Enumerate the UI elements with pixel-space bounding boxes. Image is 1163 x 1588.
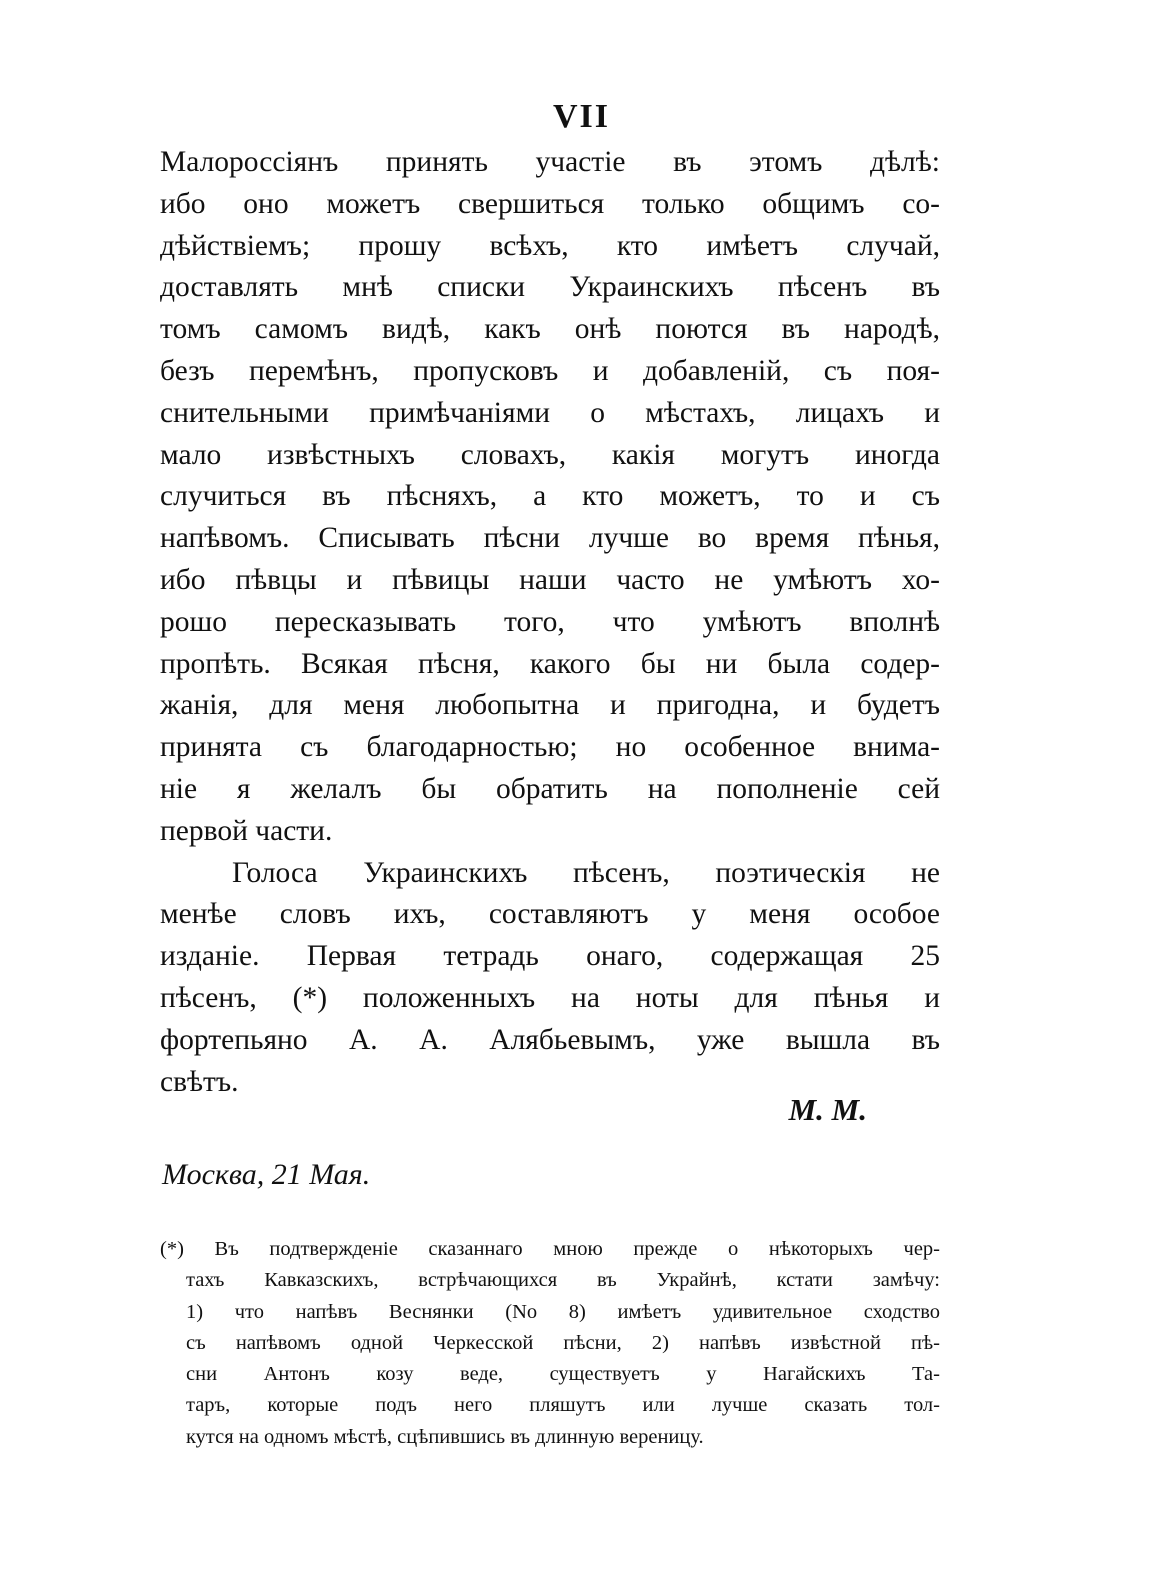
body-line: напѣвомъ. Списывать пѣсни лучше во время пѣнья, — [160, 522, 940, 555]
body-line: пѣсенъ, (*) положенныхъ на ноты для пѣнья и — [160, 981, 940, 1014]
body-line: дѣйствіемъ; прошу всѣхъ, кто имѣетъ случай, — [160, 229, 940, 262]
body-line: ибо пѣвцы и пѣвицы наши часто не умѣютъ хо- — [160, 563, 940, 596]
body-line: первой части. — [160, 814, 333, 847]
body-line: менѣе словъ ихъ, составляютъ у меня особое — [160, 898, 940, 931]
body-line: доставлять мнѣ списки Украинскихъ пѣсенъ въ — [160, 271, 940, 304]
body-line: фортепьяно А. А. Алябьевымъ, уже вышла въ — [160, 1023, 940, 1056]
body-line: безъ перемѣнъ, пропусковъ и добавленій, съ поя- — [160, 354, 940, 387]
body-line: принята съ благодарностью; но особенное внима- — [160, 731, 940, 764]
dateline: Москва, 21 Мая. — [162, 1158, 371, 1191]
body-text — [160, 142, 940, 1103]
body-line: ніе я желалъ бы обратить на пополненіе сей — [160, 772, 940, 805]
footnote-line: тахъ Кавказскихъ, встрѣчающихся въ Украйнѣ, кстати замѣчу: — [186, 1269, 940, 1292]
body-line: Малороссіянъ принять участіе въ этомъ дѣлѣ: — [160, 146, 940, 178]
footnote-line: съ напѣвомъ одной Черкесской пѣсни, 2) напѣвъ извѣстной пѣ- — [186, 1331, 940, 1354]
signature: М. М. — [788, 1092, 867, 1127]
footnote-line: 1) что напѣвъ Веснянки (No 8) имѣетъ удивительное сходство — [186, 1300, 940, 1323]
footnote — [160, 1234, 940, 1453]
footnote-line: кутся на одномъ мѣстѣ, сцѣпившись въ длинную вереницу. — [186, 1425, 704, 1448]
body-line: свѣтъ. — [160, 1065, 239, 1098]
body-line: Голоса Украинскихъ пѣсенъ, поэтическія не — [232, 856, 940, 889]
footnote-line: таръ, которые подъ него пляшутъ или лучше сказать тол- — [186, 1394, 940, 1417]
page-number: VII — [552, 98, 611, 135]
body-line: пропѣть. Всякая пѣсня, какого бы ни была содер- — [160, 647, 940, 680]
body-line: случиться въ пѣсняхъ, а кто можетъ, то и съ — [160, 480, 940, 513]
body-line: жанія, для меня любопытна и пригодна, и будетъ — [160, 689, 940, 722]
body-line: ибо оно можетъ свершиться только общимъ со- — [160, 187, 940, 220]
footnote-line: сни Антонъ козу веде, существуетъ у Нагайскихъ Та- — [186, 1363, 940, 1386]
footnote-line: (*) Въ подтвержденіе сказаннаго мною прежде о нѣкоторыхъ чер- — [160, 1238, 940, 1260]
body-line: мало извѣстныхъ словахъ, какія могутъ иногда — [160, 438, 940, 471]
body-line: рошо пересказывать того, что умѣютъ вполнѣ — [160, 605, 940, 638]
body-line: снительными примѣчаніями о мѣстахъ, лицахъ и — [160, 396, 940, 429]
body-line: томъ самомъ видѣ, какъ онѣ поются въ народѣ, — [160, 313, 940, 346]
body-line: изданіе. Первая тетрадь онаго, содержащая 25 — [160, 940, 940, 973]
